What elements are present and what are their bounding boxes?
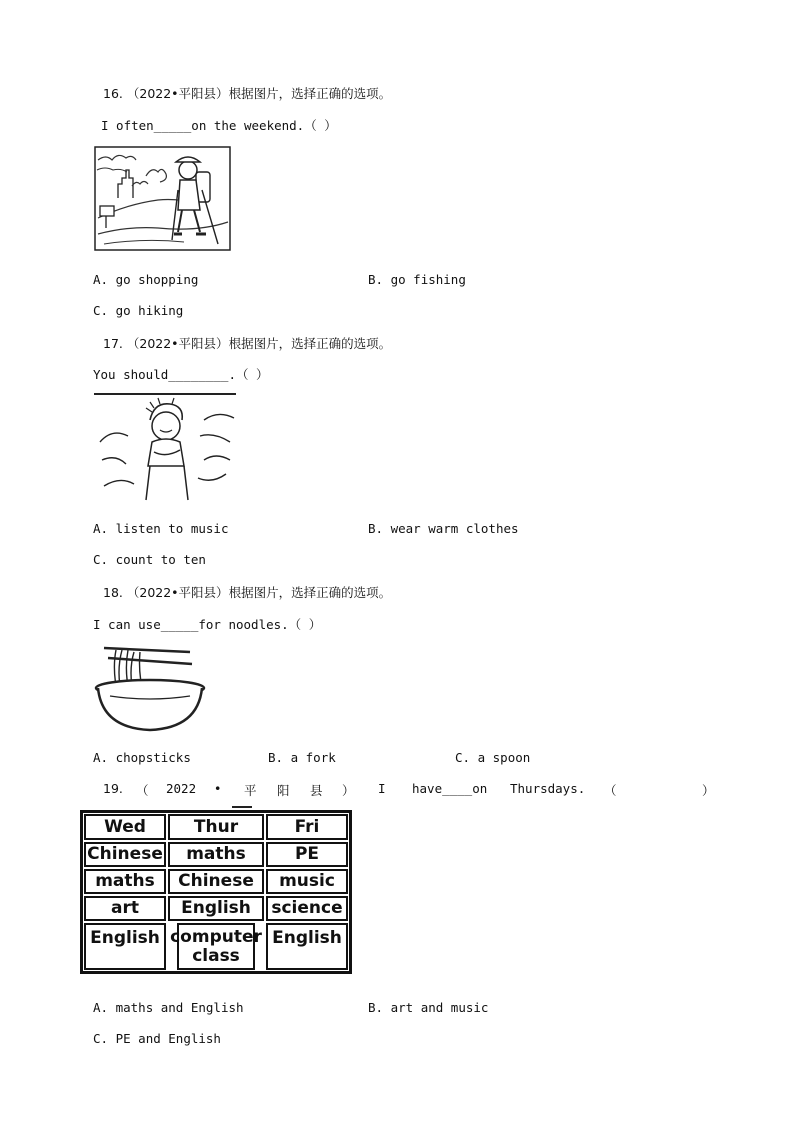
q17-option-b[interactable] <box>368 521 519 536</box>
q18-source: （2022•平阳县） <box>126 585 229 600</box>
q19-option-b[interactable] <box>368 1000 488 1015</box>
q16-instruction: 根据图片，选择正确的选项。 <box>228 86 392 101</box>
q16-sentence: I often_____on the weekend.（ ） <box>101 118 337 133</box>
q18-number: 18. <box>103 585 123 600</box>
q17-option-b-text: wear warm clothes <box>390 521 519 536</box>
q17-option-c[interactable] <box>93 552 206 567</box>
q18-header <box>103 583 391 601</box>
q19-sentence-have: have____on <box>412 781 488 796</box>
q16-option-a-text: go shopping <box>115 272 199 287</box>
q17-source: （2022•平阳县） <box>126 336 229 351</box>
hiker-icon <box>94 146 232 252</box>
q19-option-a-text: maths and English <box>115 1000 244 1015</box>
q18-option-c[interactable] <box>455 750 530 765</box>
timetable-cell: PE <box>266 842 348 867</box>
q19-option-a[interactable] <box>93 1000 244 1015</box>
q19-source-ping: 平 <box>244 783 257 798</box>
timetable-cell: music <box>266 869 348 894</box>
q19-source-yang: 阳 <box>277 783 290 798</box>
q18-option-a-letter: A. <box>93 750 109 765</box>
q18-option-c-text: a spoon <box>477 750 531 765</box>
q18-option-a[interactable] <box>93 750 191 765</box>
q18-sentence: I can use_____for noodles.（ ） <box>93 617 322 632</box>
timetable-cell: Chinese <box>168 869 264 894</box>
q19-source-xian: 县 <box>310 783 323 798</box>
q19-option-a-letter: A. <box>93 1000 109 1015</box>
timetable-cell: English <box>84 923 166 970</box>
q17-header <box>103 334 391 352</box>
q19-source-year: 2022 <box>166 781 197 796</box>
q17-option-a-letter: A. <box>93 521 109 536</box>
q17-number: 17. <box>103 336 123 351</box>
q19-number: 19. <box>103 781 123 796</box>
timetable-cell: English <box>266 923 348 970</box>
q19-sentence-thursdays: Thursdays. <box>510 781 586 796</box>
timetable-cell: science <box>266 896 348 921</box>
q18-instruction: 根据图片，选择正确的选项。 <box>228 585 392 600</box>
q16-header <box>103 84 391 102</box>
q18-option-c-letter: C. <box>455 750 471 765</box>
q17-option-c-letter: C. <box>93 552 109 567</box>
q16-option-b-letter: B. <box>368 272 384 287</box>
q19-answer-open: （ <box>604 783 617 798</box>
timetable <box>80 810 352 974</box>
q19-option-c-letter: C. <box>93 1031 109 1046</box>
q19-option-c[interactable] <box>93 1031 221 1046</box>
q16-source: （2022•平阳县） <box>126 86 229 101</box>
q19-source-close: ） <box>342 783 355 798</box>
noodle-bowl-chopsticks-icon <box>94 640 206 736</box>
timetable-cell: Chinese <box>84 842 166 867</box>
q16-option-c[interactable] <box>93 303 183 318</box>
q17-instruction: 根据图片，选择正确的选项。 <box>228 336 392 351</box>
timetable-cell: maths <box>168 842 264 867</box>
q17-option-b-letter: B. <box>368 521 384 536</box>
q18-option-a-text: chopsticks <box>115 750 191 765</box>
q19-option-b-text: art and music <box>390 1000 489 1015</box>
q16-option-a-letter: A. <box>93 272 109 287</box>
timetable-cell: art <box>84 896 166 921</box>
q19-source-open: （ <box>136 783 149 798</box>
q17-option-a-text: listen to music <box>115 521 229 536</box>
q19-sentence-i: I <box>378 781 386 796</box>
timetable-header-fri: Fri <box>266 814 348 840</box>
q18-option-b-text: a fork <box>290 750 336 765</box>
q17-option-a[interactable] <box>93 521 228 536</box>
q16-option-c-text: go hiking <box>115 303 184 318</box>
q16-option-b[interactable] <box>368 272 466 287</box>
q16-option-b-text: go fishing <box>390 272 466 287</box>
q19-source-dot: • <box>214 781 222 796</box>
q19-option-b-letter: B. <box>368 1000 384 1015</box>
q16-option-a[interactable] <box>93 272 198 287</box>
timetable-header-wed: Wed <box>84 814 166 840</box>
q16-number: 16. <box>103 86 123 101</box>
q18-option-b-letter: B. <box>268 750 284 765</box>
timetable-cell: English <box>168 896 264 921</box>
q17-option-c-text: count to ten <box>115 552 206 567</box>
table-scan-mark <box>232 806 252 808</box>
q16-option-c-letter: C. <box>93 303 109 318</box>
cold-wind-girl-icon <box>94 390 238 508</box>
timetable-cell: maths <box>84 869 166 894</box>
q17-sentence: You should________.（ ） <box>93 367 269 382</box>
q19-answer-close: ） <box>702 783 715 798</box>
timetable-cell: computer class <box>177 923 255 970</box>
timetable-header-thur: Thur <box>168 814 264 840</box>
q19-option-c-text: PE and English <box>115 1031 221 1046</box>
q18-option-b[interactable] <box>268 750 336 765</box>
